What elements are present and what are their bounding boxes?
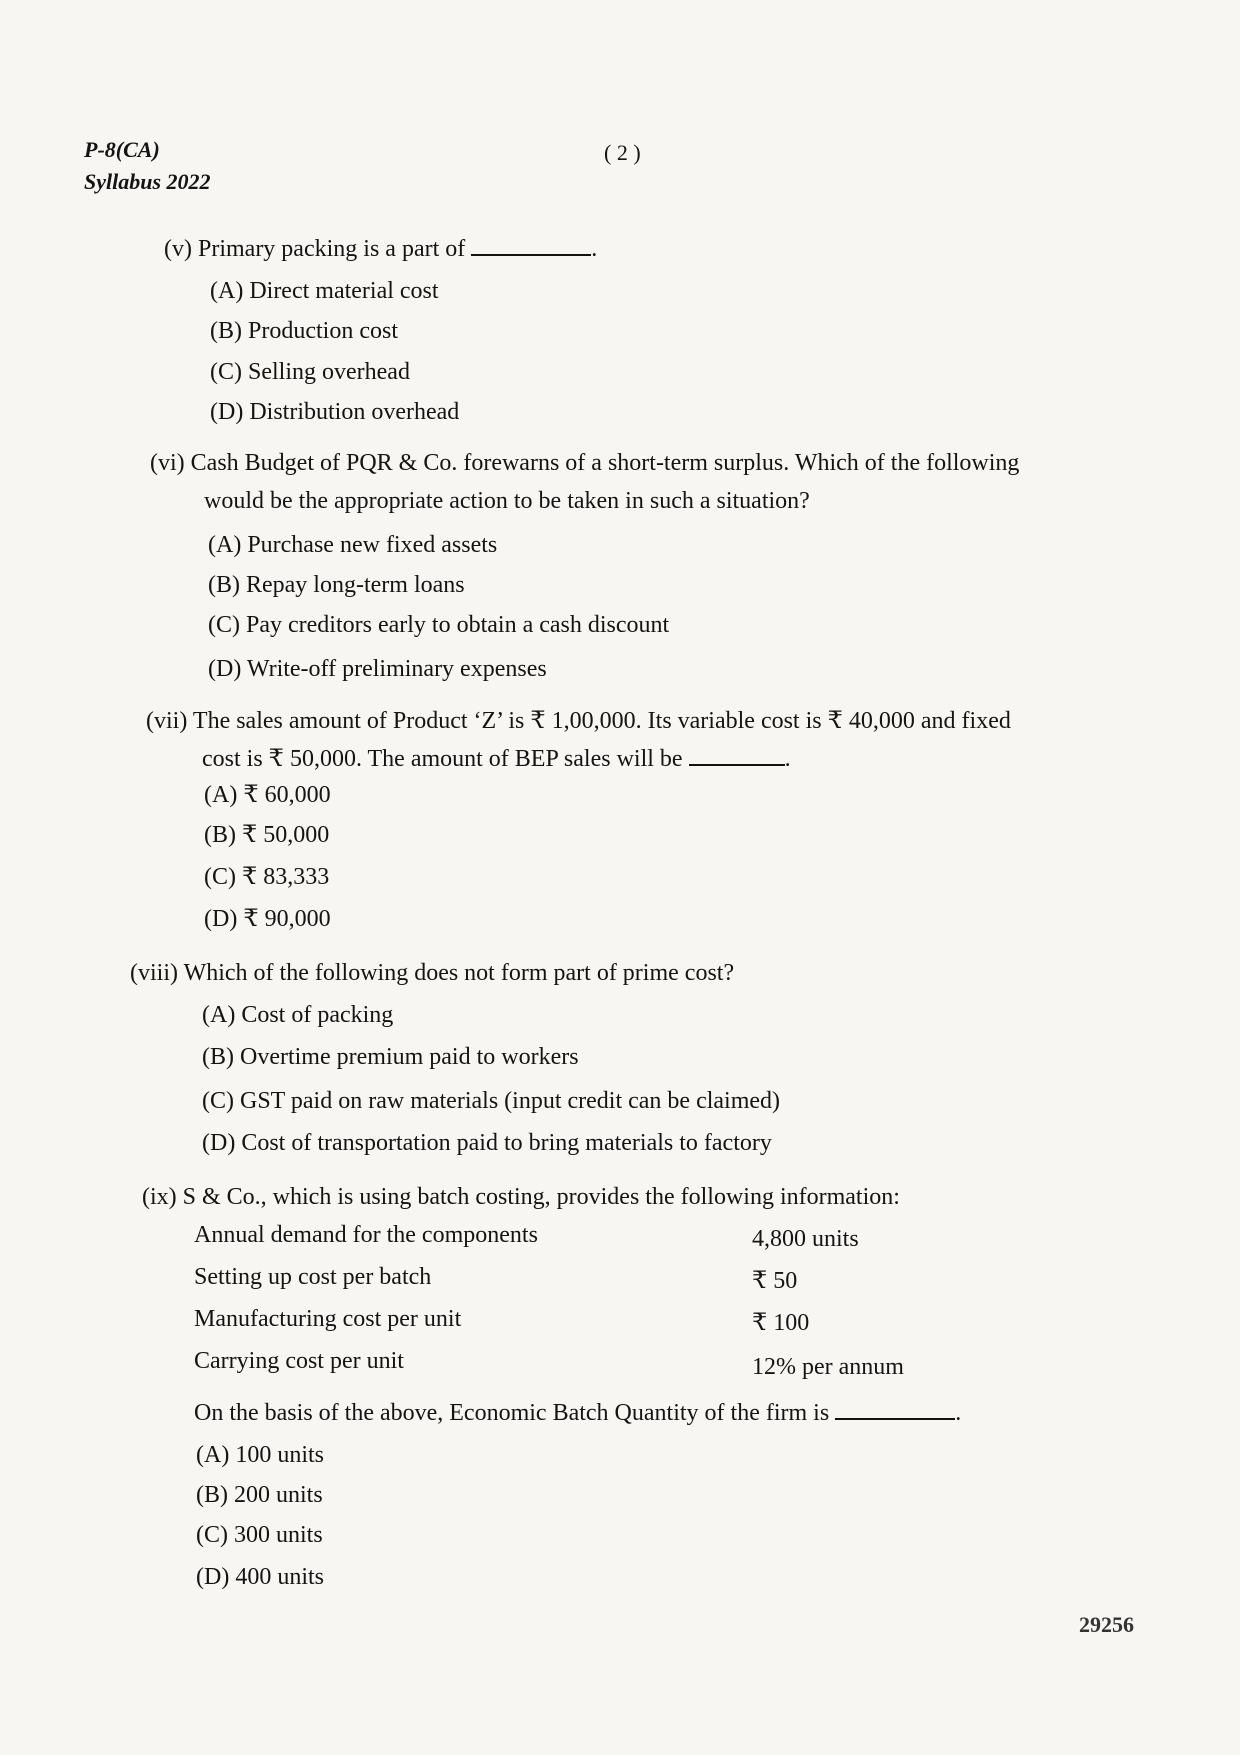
footer-code: 29256 [1079, 1612, 1134, 1637]
question-number: (viii) [130, 960, 178, 986]
paper-header [84, 134, 211, 198]
option-c: (C) ₹ 83,333 [204, 864, 330, 890]
data-value: ₹ 100 [752, 1310, 810, 1336]
question-v: (v) Primary packing is a part of . [164, 236, 598, 262]
data-label: Carrying cost per unit [194, 1348, 404, 1374]
question-vi [150, 446, 1190, 480]
option-a: (A) ₹ 60,000 [204, 782, 331, 808]
option-c: (C) GST paid on raw materials (input credit can be claimed) [202, 1088, 781, 1114]
option-b: (B) Overtime premium paid to workers [202, 1044, 579, 1070]
question-number: (ix) [142, 1184, 177, 1210]
option-a: (A) Cost of packing [202, 1002, 394, 1028]
option-b: (B) Production cost [210, 318, 398, 344]
question-number: (vi) [150, 450, 185, 476]
option-a: (A) 100 units [196, 1442, 324, 1468]
option-d: (D) ₹ 90,000 [204, 906, 331, 932]
question-ix [142, 1180, 1202, 1214]
syllabus-label: Syllabus 2022 [84, 169, 211, 194]
paper-code: P-8(CA) [84, 137, 160, 162]
question-vi-stem-line2: would be the appropriate action to be taken in such a situation? [204, 488, 810, 514]
option-d: (D) Distribution overhead [210, 399, 460, 425]
option-b: (B) Repay long-term loans [208, 572, 465, 598]
option-c: (C) Pay creditors early to obtain a cash discount [208, 612, 670, 638]
data-label: Annual demand for the components [194, 1222, 538, 1248]
question-stem: The sales amount of Product ‘Z’ is ₹ 1,00,000. Its variable cost is ₹ 40,000 and fixed [192, 708, 1011, 734]
option-b: (B) 200 units [196, 1482, 323, 1508]
option-d: (D) Write-off preliminary expenses [208, 656, 547, 682]
option-d: (D) Cost of transportation paid to bring materials to factory [202, 1130, 772, 1156]
option-c: (C) 300 units [196, 1522, 323, 1548]
option-b: (B) ₹ 50,000 [204, 822, 330, 848]
data-value: 4,800 units [752, 1226, 859, 1252]
answer-blank [471, 234, 591, 256]
question-ix-continuation: On the basis of the above, Economic Batch Quantity of the firm is . [194, 1400, 962, 1426]
answer-blank [835, 1398, 955, 1420]
data-value: ₹ 50 [752, 1268, 798, 1294]
question-stem: Primary packing is a part of [197, 236, 466, 262]
question-vii [146, 704, 1206, 738]
question-vii-stem-line2: cost is ₹ 50,000. The amount of BEP sales will be . [202, 746, 791, 772]
data-label: Manufacturing cost per unit [194, 1306, 462, 1332]
question-stem: Cash Budget of PQR & Co. forewarns of a short-term surplus. Which of the following [190, 450, 1020, 476]
question-stem: S & Co., which is using batch costing, provides the following information: [182, 1184, 900, 1210]
question-stem: Which of the following does not form part of prime cost? [183, 960, 735, 986]
option-a: (A) Direct material cost [210, 278, 439, 304]
page-number: ( 2 ) [604, 140, 641, 165]
option-c: (C) Selling overhead [210, 359, 410, 385]
answer-blank [689, 744, 785, 766]
question-number: (v) [164, 236, 192, 262]
data-value: 12% per annum [752, 1354, 904, 1380]
question-number: (vii) [146, 708, 188, 734]
data-label: Setting up cost per batch [194, 1264, 432, 1290]
question-viii [130, 956, 734, 990]
option-d: (D) 400 units [196, 1564, 324, 1590]
option-a: (A) Purchase new fixed assets [208, 532, 498, 558]
